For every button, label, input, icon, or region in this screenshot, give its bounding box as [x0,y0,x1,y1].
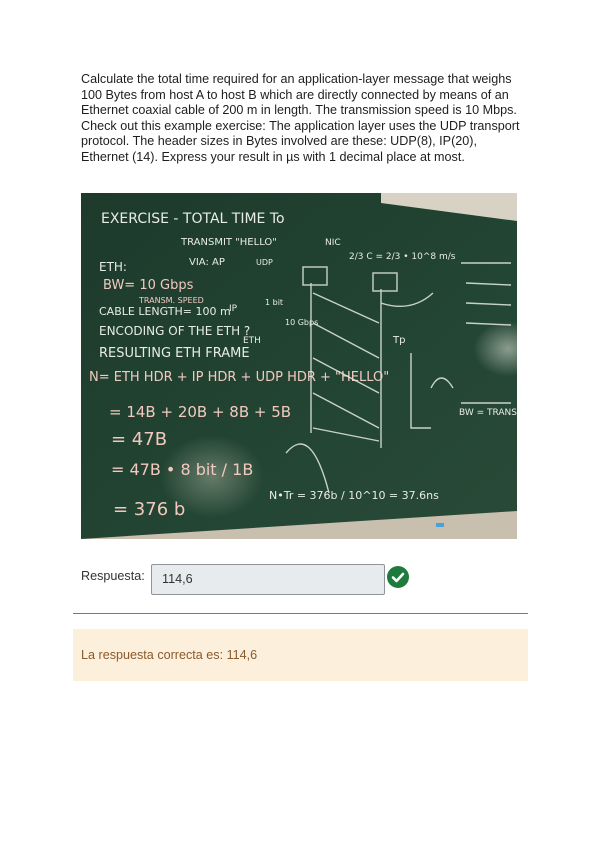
feedback-panel [73,629,528,681]
board-line-16: 2/3 C = 2/3 • 10^8 m/s [349,252,456,262]
board-line-2: TRANSMIT "HELLO" [181,237,277,248]
board-line-15: NIC [325,238,341,248]
answer-label: Respuesta: [81,569,145,583]
board-line-12: = 47B • 8 bit / 1B [111,460,254,479]
board-line-10: = 14B + 20B + 8B + 5B [109,403,292,421]
board-line-3: VIA: AP [189,257,225,268]
board-line-22: 10 Gbps [285,318,319,327]
board-line-6: CABLE LENGTH= 100 m [99,305,231,318]
board-line-13: = 376 b [113,499,186,520]
board-line-9: N= ETH HDR + IP HDR + UDP HDR + "HELLO" [89,370,390,385]
board-line-11: = 47B [111,429,168,450]
question-text: Calculate the total time required for an application-layer message that weighs 100 Bytes from host A to host B which are directly connected by means of an Ethernet coaxial cable of 200 m in length. The transmission speed is 10 Mbps. Check out this example exercise: The application layer uses the UDP transport protocol. The header sizes in Bytes involved are these: UDP(8), IP(20), Ethernet (14). Express your result in µs with 1 decimal place at most. [81,72,520,164]
board-line-5: BW= 10 Gbps [103,278,194,293]
answer-input[interactable]: 114,6 [151,564,385,595]
board-line-18: IP [229,304,238,314]
chalkboard-photo [81,193,517,539]
divider [73,613,528,614]
correct-check-icon [387,566,409,588]
board-line-4: ETH: [99,260,127,274]
board-line-7: ENCODING OF THE ETH ? [99,324,251,338]
board-line-14: N•Tr = 376b / 10^10 = 37.6ns [269,489,439,502]
board-line-23: Tp [393,335,406,346]
board-line-21: 1 bit [265,298,284,307]
board-line-19: ETH [243,336,261,346]
board-line-17: UDP [256,258,273,267]
board-line-8: RESULTING ETH FRAME [99,346,250,361]
correct-answer-text: La respuesta correcta es: 114,6 [81,648,258,662]
board-line-1: EXERCISE - TOTAL TIME To [101,211,285,227]
board-line-24: BW = TRANS [459,408,517,418]
board-line-20: TRANSM. SPEED [139,296,204,305]
